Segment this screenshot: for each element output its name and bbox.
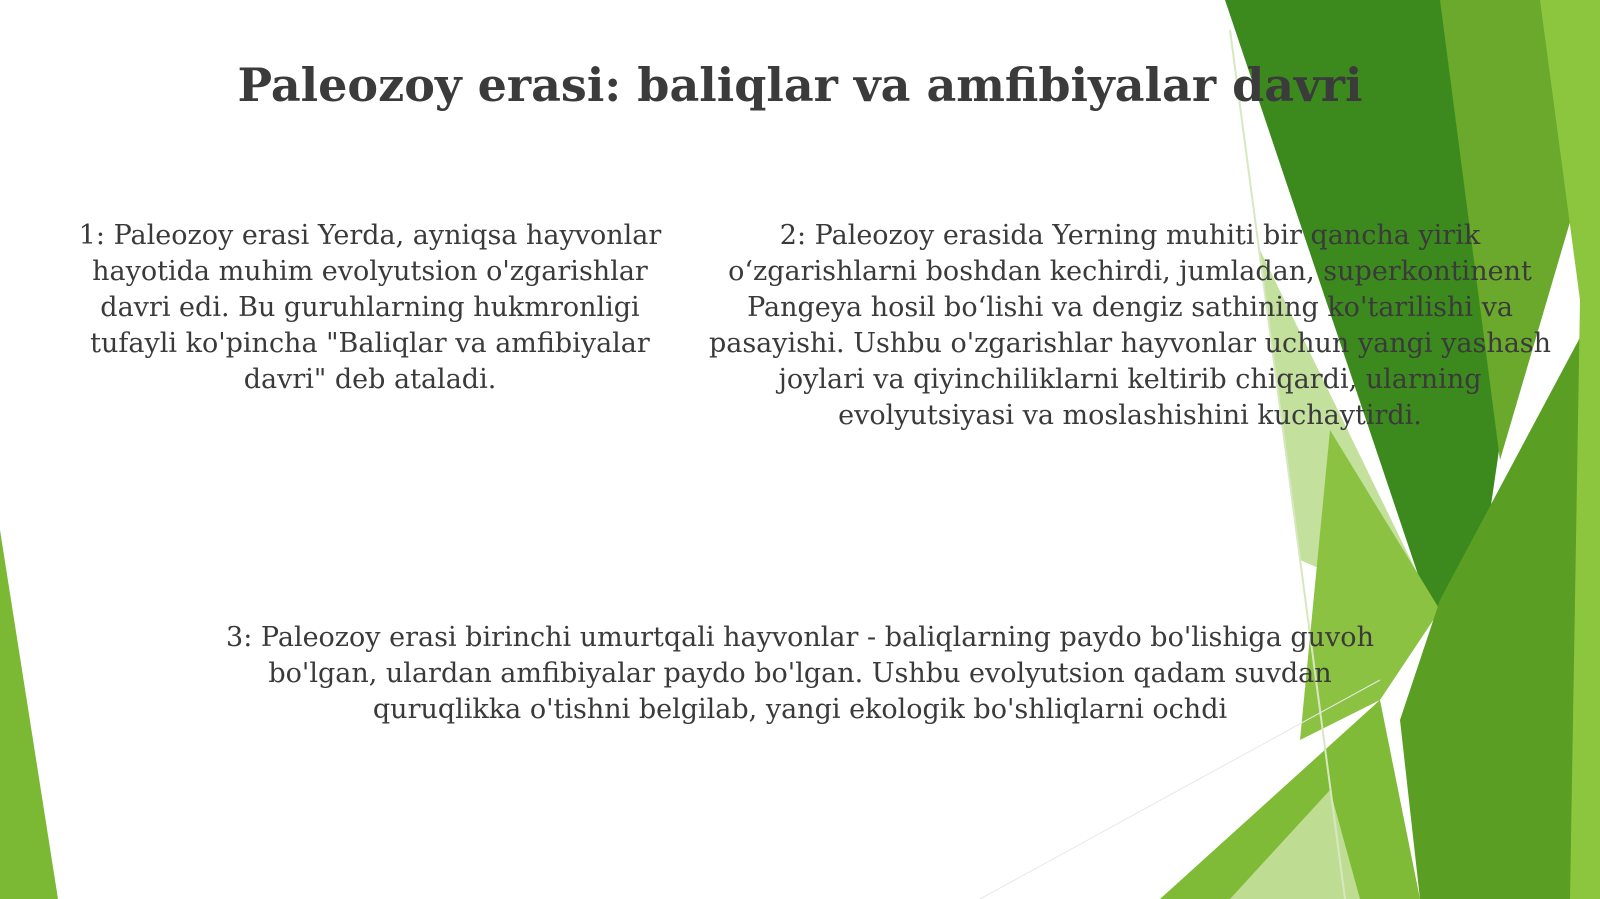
paragraph-1: 1: Paleozoy erasi Yerda, ayniqsa hayvonlar hayotida muhim evolyutsion o'zgarishlar davri edi. Bu guruhlarning hukmronligi tufayli ko'pincha "Baliqlar va amfibiyalar davri" deb ataladi. [78, 220, 662, 395]
paragraph-3: 3: Paleozoy erasi birinchi umurtqali hayvonlar - baliqlarning paydo bo'lishiga guvoh bo'lgan, ulardan amfibiyalar paydo bo'lgan. Ushbu evolyutsion qadam suvdan quruqlikka o'tishni belgilab, yangi ekologik bo'shliqlarni ochdi [226, 622, 1374, 725]
slide-title: Paleozoy erasi: baliqlar va amfibiyalar davri [237, 58, 1363, 112]
paragraph-2: 2: Paleozoy erasida Yerning muhiti bir qancha yirik oʻzgarishlarni boshdan kechirdi, jumladan, superkontinent Pangeya hosil boʻlishi va dengiz sathining ko'tarilishi va pasayishi. Ushbu o'zgarishlar hayvonlar uchun yangi yashash joylari va qiyinchiliklarni keltirib chiqardi, ularning evolyutsiyasi va moslashishini kuchaytirdi. [708, 220, 1552, 431]
left-green-facet [0, 530, 58, 899]
